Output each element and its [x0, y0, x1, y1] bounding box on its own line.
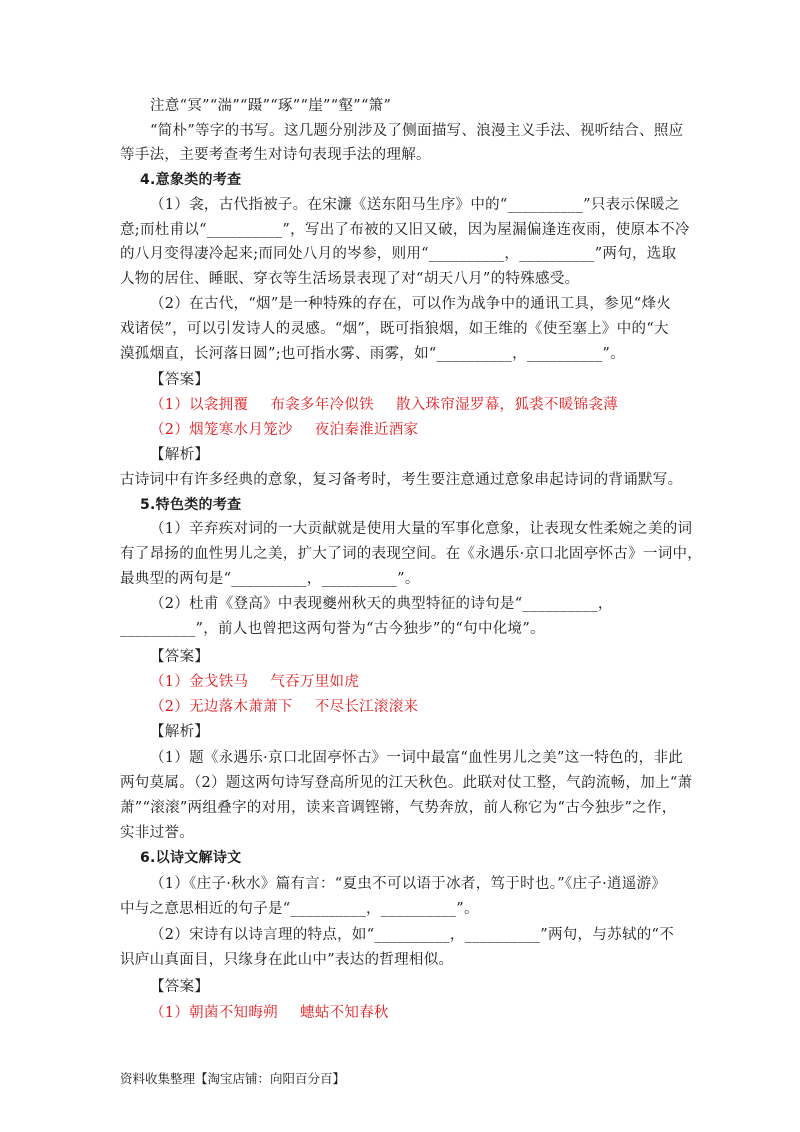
text-line: 注意“冥”“湍”“蹑”“琢”“崖”“壑”“箫” — [150, 98, 392, 114]
text-line: 意;而杜甫以“__________”，写出了布被的又旧又破，因为屋漏偏逢连夜雨，使原本不冷 — [120, 222, 690, 238]
text-line: 有了昂扬的血性男儿之美，扩大了词的表现空间。在《永遇乐·京口北固亭怀古》一词中， — [120, 546, 703, 562]
answer-label: 【答案】 — [150, 649, 210, 665]
analysis-label: 【解析】 — [150, 724, 210, 740]
text-line: 萧”“滚滚”两组叠字的对用，读来音调铿锵，气势奔放，前人称它为“古今独步”之作， — [120, 800, 677, 816]
text-line: 古诗词中有许多经典的意象，复习备考时，考生要注意通过意象串起诗词的背诵默写。 — [120, 472, 683, 488]
text-line: 等手法，主要考查考生对诗句表现手法的理解。 — [120, 147, 431, 163]
text-line: __________”，前人也曾把这两句誉为“古今独步”的“句中化境”。 — [120, 621, 545, 637]
answer-item: （1）金戈铁马 — [150, 674, 249, 690]
section-heading: 4.意象类的考查 — [140, 172, 242, 188]
text-line: （1）衾，古代指被子。在宋濂《送东阳马生序》中的“__________”只表示保暖之 — [150, 197, 680, 213]
text-line: （2）宋诗有以诗言理的特点，如“__________，__________”两句，与苏轼的“不 — [150, 927, 675, 943]
answer-line — [150, 395, 618, 415]
answer-line — [150, 697, 418, 717]
text-line: 戏诸侯”，可以引发诗人的灵感。“烟”，既可指狼烟，如王维的《使至塞上》中的“大 — [120, 321, 669, 337]
text-line: 实非过誉。 — [120, 825, 194, 841]
answer-item: 蟪蛄不知春秋 — [299, 1005, 389, 1021]
answer-item: 气吞万里如虎 — [270, 674, 360, 690]
answer-item: 夜泊秦淮近酒家 — [314, 422, 419, 438]
text-line: （2）杜甫《登高》中表现夔州秋天的典型特征的诗句是“__________， — [150, 596, 613, 612]
answer-line — [150, 672, 359, 692]
text-line: （1）辛弃疾对词的一大贡献就是使用大量的军事化意象，让表现女性柔婉之美的词 — [150, 521, 693, 537]
text-line: 识庐山真面目，只缘身在此山中”表达的哲理相似。 — [120, 952, 454, 968]
section-heading: 5.特色类的考查 — [140, 497, 242, 513]
text-line: （2）在古代，“烟”是一种特殊的存在，可以作为战争中的通讯工具，参见“烽火 — [150, 296, 672, 312]
answer-item: 布衾多年冷似铁 — [270, 397, 374, 413]
text-line: 最典型的两句是“__________，__________”。 — [120, 571, 420, 587]
answer-line — [150, 420, 418, 440]
page-footer: 资料收集整理【淘宝店铺：向阳百分百】 — [120, 1071, 346, 1086]
text-line: 人物的居住、睡眠、穿衣等生活场景表现了对“胡天八月”的特殊感受。 — [120, 271, 580, 287]
text-line: 中与之意思相近的句子是“__________，__________”。 — [120, 901, 479, 917]
section-heading: 6.以诗文解诗文 — [140, 850, 242, 866]
text-line: 漠孤烟直，长河落日圆”;也可指水雾、雨雾，如“__________，__________”。 — [120, 346, 625, 362]
answer-item: 不尽长江滚滚来 — [314, 699, 419, 715]
text-line: 两句莫属。（2）题这两句诗写登高所见的江天秋色。此联对仗工整，气韵流畅，加上“萧 — [120, 775, 693, 791]
answer-item: （2）无边落木萧萧下 — [150, 699, 293, 715]
analysis-label: 【解析】 — [150, 447, 210, 463]
answer-item: （2）烟笼寒水月笼沙 — [150, 422, 293, 438]
text-line: （1）题《永遇乐·京口北固亭怀古》一词中最富“血性男儿之美”这一特色的，非此 — [150, 750, 684, 766]
answer-label: 【答案】 — [150, 979, 210, 995]
text-line: （1）《庄子·秋水》篇有言：“夏虫不可以语于冰者，笃于时也。”《庄子·逍遥游》 — [150, 876, 667, 892]
text-line: 的八月变得凄冷起来;而同处八月的岑参，则用“__________，__________”两句，选取 — [120, 246, 677, 262]
answer-item: 散入珠帘湿罗幕，狐裘不暖锦衾薄 — [395, 397, 618, 413]
answer-item: （1）朝菌不知晦朔 — [150, 1005, 278, 1021]
text-line: “简朴”等字的书写。这几题分别涉及了侧面描写、浪漫主义手法、视听结合、照应 — [150, 123, 684, 139]
answer-label: 【答案】 — [150, 372, 210, 388]
answer-line — [150, 1003, 389, 1023]
answer-item: （1）以衾拥覆 — [150, 397, 249, 413]
